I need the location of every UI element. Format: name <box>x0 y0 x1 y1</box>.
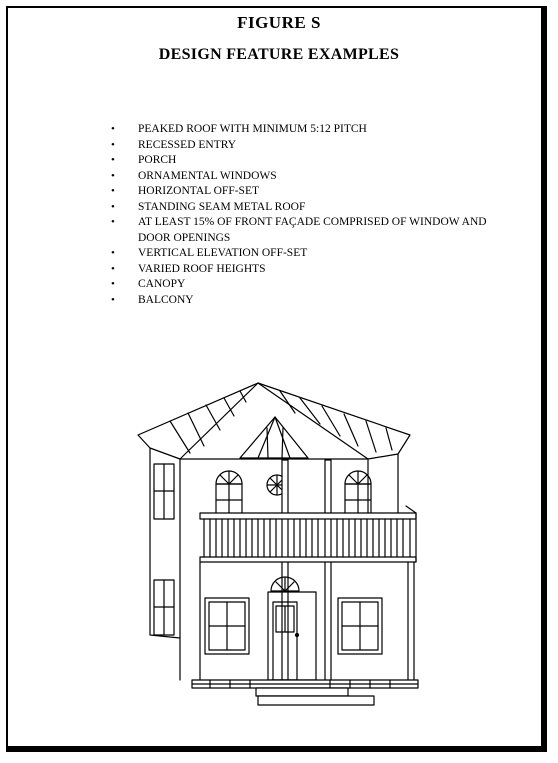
bullet-icon: • <box>111 200 115 213</box>
list-item <box>111 262 498 278</box>
feature-text: RECESSED ENTRY <box>138 138 237 151</box>
ornamental-window-left <box>216 471 242 517</box>
bullet-icon: • <box>111 293 115 306</box>
feature-text: HORIZONTAL OFF-SET <box>138 185 259 197</box>
bullet-icon: • <box>111 154 115 166</box>
bullet-icon: • <box>111 123 115 135</box>
bullet-icon: • <box>111 262 115 275</box>
feature-text: CANOPY <box>138 278 186 290</box>
feature-text: PEAKED ROOF WITH MINIMUM 5:12 PITCH <box>138 123 367 135</box>
bullet-icon: • <box>111 247 115 259</box>
list-item <box>111 246 498 262</box>
list-item <box>111 215 498 246</box>
recessed-entry-door <box>268 577 316 680</box>
feature-text: VERTICAL ELEVATION OFF-SET <box>138 247 308 259</box>
list-item <box>111 169 498 185</box>
feature-text: STANDING SEAM METAL ROOF <box>138 200 306 213</box>
list-item <box>111 122 498 138</box>
list-item <box>111 138 498 154</box>
feature-text: AT LEAST 15% OF FRONT FAÇADE COMPRISED OF WINDOW AND DOOR OPENINGS <box>138 216 487 244</box>
feature-text: ORNAMENTAL WINDOWS <box>138 169 277 182</box>
porch-deck <box>192 680 418 705</box>
bullet-icon: • <box>111 216 115 228</box>
ornamental-window-right <box>345 471 371 517</box>
porch-columns <box>282 460 331 690</box>
list-item <box>111 293 498 309</box>
bullet-icon: • <box>111 278 115 290</box>
list-item <box>111 184 498 200</box>
design-feature-list <box>111 122 498 308</box>
feature-text: BALCONY <box>138 293 194 306</box>
list-item <box>111 153 498 169</box>
feature-text: PORCH <box>138 154 177 166</box>
bullet-icon: • <box>111 169 115 182</box>
bullet-icon: • <box>111 138 115 151</box>
list-item <box>111 200 498 216</box>
house-elevation-drawing <box>130 380 430 720</box>
feature-text: VARIED ROOF HEIGHTS <box>138 262 266 275</box>
list-item <box>111 277 498 293</box>
figure-subtitle: DESIGN FEATURE EXAMPLES <box>158 46 400 63</box>
balcony-railing <box>200 506 416 562</box>
figure-title: FIGURE S <box>237 13 321 32</box>
bullet-icon: • <box>111 185 115 197</box>
